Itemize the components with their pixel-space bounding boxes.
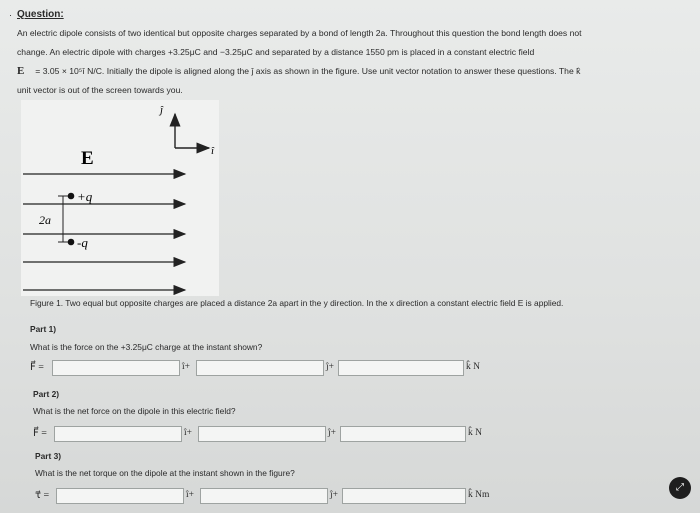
i-axis-label: î xyxy=(211,145,215,157)
field-label: E xyxy=(81,148,94,169)
part-2-question: What is the net force on the dipole in this electric field? xyxy=(33,406,236,416)
part-1-j-input[interactable] xyxy=(196,360,324,376)
part-3-k-unit: k̂ Nm xyxy=(468,490,490,500)
negative-charge xyxy=(68,239,75,246)
field-symbol: E⃗ xyxy=(17,65,33,77)
part-1-k-input[interactable] xyxy=(338,360,464,376)
positive-charge-label: +q xyxy=(77,189,93,204)
part-3-i-unit: î+ xyxy=(186,490,194,500)
question-line-3: = 3.05 × 10⁵î N/C. Initially the dipole is aligned along the ĵ axis as shown in the figure. Use unit vector notation to answer these questions. The k̂ xyxy=(35,66,581,76)
part-3-symbol: τ⃗ = xyxy=(35,490,50,501)
part-1-i-input[interactable] xyxy=(52,360,180,376)
part-2-label: Part 2) xyxy=(33,389,60,399)
part-2-k-unit: k̂ N xyxy=(468,428,482,438)
part-3-j-unit: ĵ+ xyxy=(330,490,338,500)
question-line-4: unit vector is out of the screen towards you. xyxy=(17,85,183,95)
part-3-i-input[interactable] xyxy=(56,488,184,504)
question-line-2: change. An electric dipole with charges +3.25μC and −3.25μC and separated by a distance 1550 pm is placed in a constant electric field xyxy=(17,47,535,57)
part-3-label: Part 3) xyxy=(35,451,62,461)
part-2-k-input[interactable] xyxy=(340,426,466,442)
part-1-j-unit: ĵ+ xyxy=(326,362,334,372)
part-1-label: Part 1) xyxy=(30,324,57,334)
question-text xyxy=(17,24,682,100)
question-title: Question: xyxy=(17,9,64,20)
part-1-question: What is the force on the +3.25μC charge at the instant shown? xyxy=(30,342,263,352)
positive-charge xyxy=(68,193,75,200)
part-3-question: What is the net torque on the dipole at the instant shown in the figure? xyxy=(35,468,295,478)
part-2-symbol: F⃗ = xyxy=(33,428,47,439)
bullet-dot: · xyxy=(9,10,12,20)
part-1-i-unit: î+ xyxy=(182,362,190,372)
part-1-k-unit: k̂ N xyxy=(466,362,480,372)
part-2-i-unit: î+ xyxy=(184,428,192,438)
part-2-i-input[interactable] xyxy=(54,426,182,442)
dipole-diagram xyxy=(21,100,219,296)
j-axis-label: ĵ xyxy=(160,104,164,116)
part-2-j-unit: ĵ+ xyxy=(328,428,336,438)
question-line-1: An electric dipole consists of two identical but opposite charges separated by a bond of length 2a. Throughout this question the bond length does not xyxy=(17,28,582,38)
part-2-j-input[interactable] xyxy=(198,426,326,442)
separation-label: 2a xyxy=(39,213,51,227)
expand-arrows-icon[interactable]: ⤢ xyxy=(669,477,691,499)
figure-caption: Figure 1. Two equal but opposite charges are placed a distance 2a apart in the y direction. In the x direction a constant electric field E is applied. xyxy=(30,298,564,308)
dipole-figure xyxy=(21,100,219,296)
part-3-k-input[interactable] xyxy=(342,488,466,504)
negative-charge-label: -q xyxy=(77,235,88,250)
part-3-j-input[interactable] xyxy=(200,488,328,504)
question-line-3-wrap xyxy=(17,62,682,81)
part-1-symbol: F⃗ = xyxy=(30,362,44,373)
